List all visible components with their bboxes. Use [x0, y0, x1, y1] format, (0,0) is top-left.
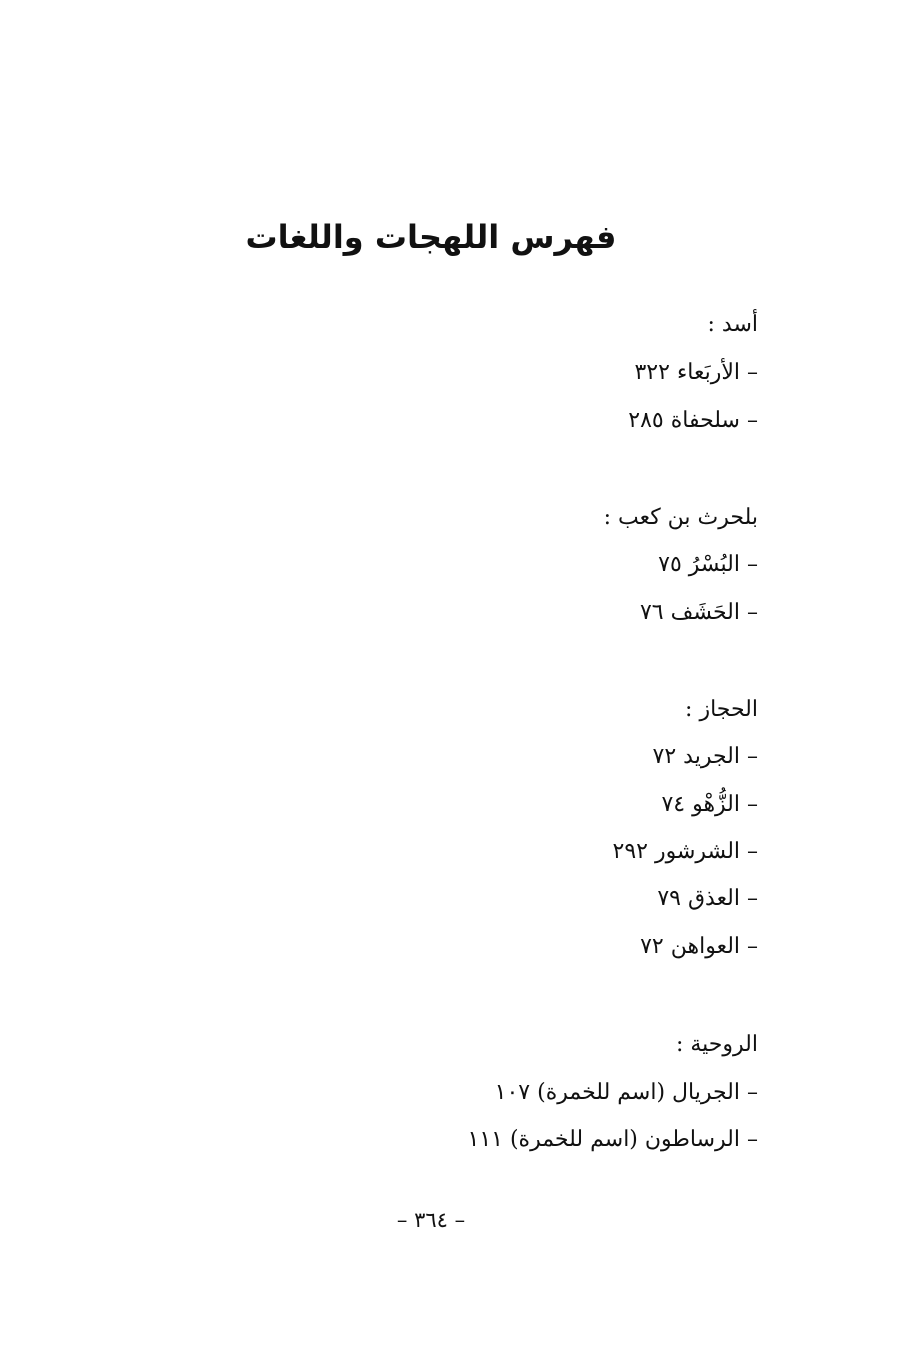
- entry-term: – الرساطون (اسم للخمرة): [509, 1127, 758, 1152]
- index-entry: [658, 552, 758, 577]
- index-entry: [613, 839, 758, 864]
- index-entry: [640, 934, 758, 959]
- section-heading-rawhiya: الروحية :: [675, 1032, 758, 1057]
- section-heading-hijaz: الحجاز :: [685, 697, 758, 722]
- page-title: فهرس اللهجات واللغات: [245, 218, 617, 256]
- entry-term: – الجريال (اسم للخمرة): [537, 1080, 758, 1105]
- entry-page-number: ١١١: [467, 1127, 503, 1152]
- entry-page-number: ٧٢: [652, 744, 677, 769]
- entry-term: – الشرشور: [655, 839, 758, 864]
- index-entry: [495, 1080, 758, 1105]
- entry-page-number: ٢٨٥: [628, 408, 664, 433]
- entry-term: – البُسْرُ: [688, 552, 758, 577]
- entry-term: – سلحفاة: [670, 408, 758, 433]
- entry-page-number: ٧٤: [661, 792, 686, 817]
- entry-page-number: ٢٩٢: [612, 839, 648, 864]
- section-heading-asad: أسد :: [707, 312, 758, 337]
- entry-page-number: ٧٦: [639, 600, 664, 625]
- entry-page-number: ٣٢٢: [634, 360, 670, 385]
- index-entry: [661, 792, 758, 817]
- index-entry: [657, 886, 758, 911]
- index-entry: [468, 1127, 758, 1152]
- index-entry: [628, 408, 758, 433]
- index-entry: [640, 600, 758, 625]
- page-number-footer: – ٣٦٤ –: [396, 1208, 466, 1232]
- entry-term: – العواهن: [670, 934, 758, 959]
- entry-term: – الأربَعاء: [676, 360, 758, 385]
- entry-term: – الجريد: [683, 744, 758, 769]
- section-heading-balharith: بلحرث بن كعب :: [603, 505, 758, 530]
- index-entry: [653, 744, 758, 769]
- entry-term: – الحَشَف: [670, 600, 758, 625]
- entry-term: – العذق: [687, 886, 758, 911]
- entry-page-number: ٧٥: [658, 552, 682, 577]
- index-entry: [634, 360, 758, 385]
- entry-page-number: ١٠٧: [494, 1080, 531, 1105]
- entry-term: – الزُّهْو: [692, 792, 758, 817]
- entry-page-number: ٧٩: [657, 886, 681, 911]
- entry-page-number: ٧٢: [640, 934, 664, 959]
